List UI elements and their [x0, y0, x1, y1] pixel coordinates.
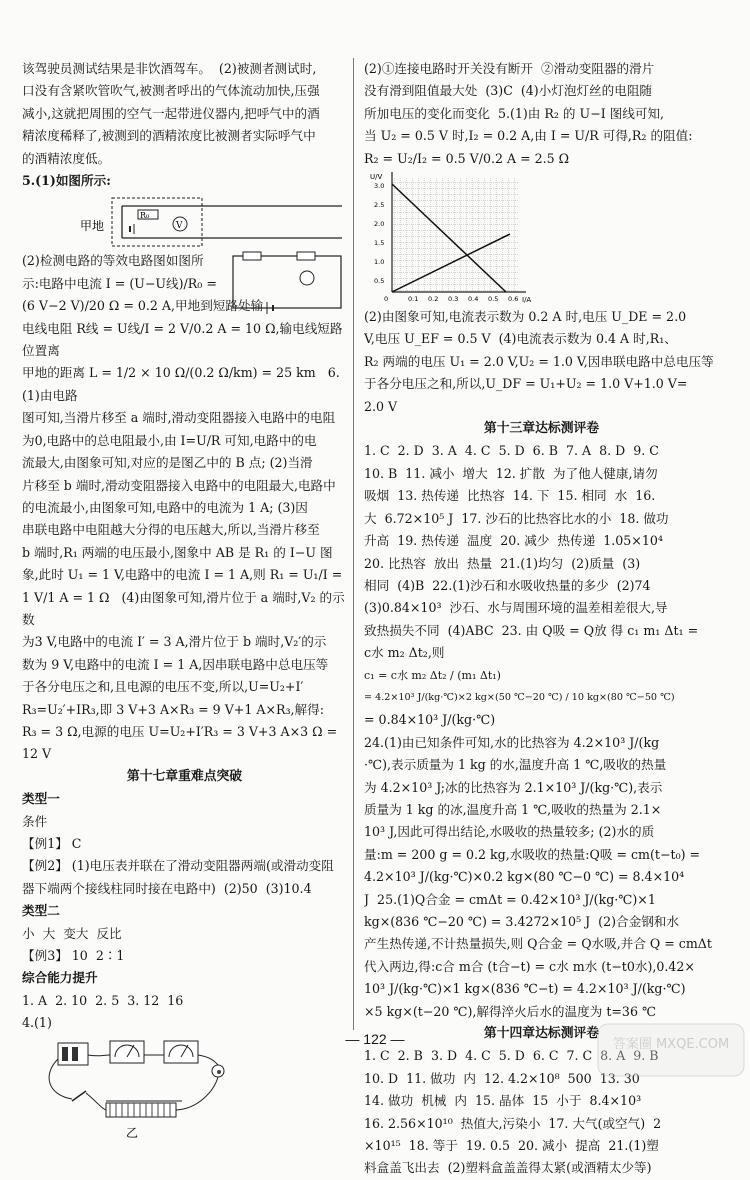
text-line: 电线电阻 R线 = U线/I = 2 V/0.2 A = 10 Ω,输电线短路位置离	[22, 320, 343, 359]
text-line: R₃=U₂′+IR₃,即 3 V+3 A×R₃ = 9 V+1 A×R₃,解得:	[22, 701, 324, 717]
text-line: 4.(1)	[22, 1015, 52, 1031]
text-line: J 25.(1)Q合金 = cmΔt = 0.42×10³ J/(kg·℃)×1	[364, 891, 656, 907]
text-line: 16. 2.56×10¹⁰ 热值大,污染小 17. 大气(或空气) 2	[364, 1115, 662, 1131]
text-line: 条件	[22, 813, 48, 829]
fig1-label: 甲地	[80, 219, 105, 234]
text-line: = 4.2×10³ J/(kg·℃)×2 kg×(50 ℃−20 ℃) / 10 kg×(80 ℃−50 ℃)	[364, 691, 675, 703]
smudge	[217, 1070, 221, 1074]
text-line: ·℃),表示质量为 1 kg 的水,温度升高 1 ℃,吸收的热量	[364, 757, 667, 773]
fig1-r0: R₀	[140, 211, 150, 221]
text-line: 于各分电压之和,所以,U_DF = U₁+U₂ = 1.0 V+1.0 V=	[364, 376, 688, 392]
text-line: = 0.84×10³ J/(kg·℃)	[364, 712, 496, 728]
y-tick: 1.0	[374, 258, 385, 267]
text-line: 10³ J,因此可得出结论,水吸收的热量较多; (2)水的质	[364, 824, 655, 840]
text-line: 类型一	[22, 791, 60, 807]
text-line: 片移至 b 端时,滑动变阻器接入电路中的电阻最大,电路中	[22, 477, 336, 493]
y-tick: 2.0	[374, 220, 385, 229]
text-line: 为0,电路中的总电阻最小,由 I=U/R 可知,电路中的电	[22, 432, 317, 448]
text-line: (2)由图象可知,电流表示数为 0.2 A 时,电压 U_DE = 2.0	[364, 309, 687, 325]
text-line: 10³ J/(kg·℃)×1 kg×(836 ℃−t) = 4.2×10³ J/(kg·℃)	[364, 981, 686, 997]
text-line: 所加电压的变化而变化 5.(1)由 R₂ 的 U−I 图线可知,	[364, 105, 665, 121]
circuit-diagram-jia	[22, 192, 347, 250]
left-column	[22, 58, 347, 1143]
text-line: 【例1】 C	[22, 836, 82, 851]
text-line: (6 V−2 V)/20 Ω = 0.2 A,甲地到短路处输	[22, 298, 264, 314]
text-line: kg×(836 ℃−20 ℃) = 3.4272×10⁵ J (2)合金钢和水	[364, 914, 679, 929]
text-line: 吸烟 13. 热传递 比热容 14. 下 15. 相同 水 16.	[364, 488, 656, 504]
text-line: 的电流最小,由图象可知,电路中的电流为 1 A; (3)因	[22, 499, 308, 515]
graph-xlabel: I/A	[522, 296, 532, 305]
text-line: 小 大 变大 反比	[22, 925, 122, 941]
text-line: 综合能力提升	[22, 970, 98, 986]
text-line: 的酒精浓度低。	[22, 150, 111, 166]
graph-ylabel: U/V	[370, 173, 383, 182]
y-tick: 1.5	[374, 239, 385, 248]
text-line: 料盒盖飞出去 (2)塑料盒盖盖得太紧(或酒精太少等)	[364, 1160, 652, 1176]
text-line: R₂ 两端的电压 U₁ = 2.0 V,U₂ = 1.0 V,因串联电路中总电压等	[364, 353, 714, 369]
x-tick: 0.3	[448, 295, 459, 304]
y-tick: 2.5	[374, 201, 385, 210]
x-tick: 0.4	[468, 295, 479, 304]
column-divider	[353, 58, 354, 1030]
text-line: 致热损失不同 (4)ABC 23. 由 Q吸 = Q放 得 c₁ m₁ Δt₁ =	[364, 622, 699, 638]
text-line: 类型二	[22, 903, 60, 919]
text-line: 20. 比热容 放出 热量 21.(1)均匀 (2)质量 (3)	[364, 555, 641, 571]
text-line: 5.(1)如图所示:	[22, 173, 111, 189]
text-line: 没有滑到阻值最大处 (3)C (4)小灯泡灯丝的电阻随	[364, 83, 653, 99]
text-line: 口没有含紧吹管吹气,被测者呼出的气体流动加快,压强	[22, 83, 320, 99]
text-line: 减小,这就把周围的空气一起带进仪器内,把呼气中的酒	[22, 105, 320, 121]
section-heading: 第十四章达标测评卷	[483, 1026, 600, 1042]
x-tick: 0.2	[428, 295, 439, 304]
text-line: 象,此时 U₁ = 1 V,电路中的电流 I = 1 A,则 R₁ = U₁/I =	[22, 567, 343, 583]
y-tick: 0	[384, 295, 389, 304]
text-line: 于各分电压之和,且电源的电压不变,所以,U=U₂+I′	[22, 679, 304, 695]
text-line: 串联电路中电阻越大分得的电压越大,所以,当滑片移至	[22, 522, 320, 538]
text-line: 1. A 2. 10 2. 5 3. 12 16	[22, 992, 184, 1008]
text-line: 1. C 2. B 3. D 4. C 5. D 6. C 7. C 8. A 9. B	[364, 1048, 659, 1064]
text-line: 代入两边,得:c合 m合 (t合−t) = c水 m水 (t−t0水),0.42×	[364, 958, 695, 974]
text-line: 14. 做功 机械 内 15. 晶体 15 小于 8.4×10³	[364, 1093, 642, 1109]
text-line: R₃ = 3 Ω,电源的电压 U=U₂+I′R₃ = 3 V+3 A×3 Ω =	[22, 723, 338, 739]
section-heading: 第十三章达标测评卷	[483, 421, 600, 437]
text-line: 24.(1)由已知条件可知,水的比热容为 4.2×10³ J/(kg	[364, 734, 660, 750]
text-line: 为 4.2×10³ J;冰的比热容为 2.1×10³ J/(kg·℃),表示	[364, 779, 663, 795]
ui-graph	[364, 170, 719, 306]
text-line: (3)0.84×10³ 沙石、水与周围环境的温差相差很大,导	[364, 600, 668, 616]
section-heading: 第十七章重难点突破	[126, 768, 243, 784]
text-line: 示:电路中电流 I = (U−U线)/R₀ =	[22, 275, 217, 291]
text-line: 10. B 11. 减小 增大 12. 扩散 为了他人健康,请勿	[364, 465, 658, 481]
text-line: 当 U₂ = 0.5 V 时,I₂ = 0.2 A,由 I = U/R 可得,R₂ 的阻值:	[364, 128, 693, 144]
text-line: c₁ = c水 m₂ Δt₂ / (m₁ Δt₁)	[364, 668, 501, 682]
text-line: 升高 19. 热传递 温度 20. 减少 热传递 1.05×10⁴	[364, 533, 663, 549]
watermark-logo	[596, 1020, 746, 1080]
text-line: 大 6.72×10⁵ J 17. 沙石的比热容比水的小 18. 做功	[364, 510, 669, 526]
text-line: 【例2】 (1)电压表并联在了滑动变阻器两端(或滑动变阻	[22, 858, 334, 874]
text-line: 2.0 V	[364, 398, 398, 414]
text-line: (2)检测电路的等效电路图如图所	[22, 253, 204, 269]
text-line: 甲地的距离 L = 1/2 × 10 Ω/(0.2 Ω/km) = 25 km 6.(1)由电路	[22, 365, 340, 403]
fig1-v: V	[176, 221, 183, 232]
text-line: 1. C 2. D 3. A 4. C 5. D 6. B 7. A 8. D 9. C	[364, 443, 659, 459]
text-line: V,电压 U_EF = 0.5 V (4)电流表示数为 0.4 A 时,R₁、	[364, 331, 677, 347]
text-line: 图可知,当滑片移至 a 端时,滑动变阻器接入电路中的电阻	[22, 410, 336, 426]
text-line: ×5 kg×(t−20 ℃),解得淬火后水的温度为 t=36 ℃	[364, 1003, 657, 1019]
text-line: R₂ = U₂/I₂ = 0.5 V/0.2 A = 2.5 Ω	[364, 150, 570, 166]
text-line: 12 V	[22, 746, 52, 762]
text-line: (2)①连接电路时开关没有断开 ②滑动变阻器的滑片	[364, 61, 655, 76]
x-tick: 0.1	[408, 295, 419, 304]
fig3-label: 乙	[126, 1125, 139, 1140]
x-tick: 0.6	[508, 295, 519, 304]
text-line: 产生热传递,不计热量损失,则 Q合金 = Q水吸,并合 Q = cmΔt	[364, 936, 712, 952]
text-line: 1 V/1 A = 1 Ω (4)由图象可知,滑片位于 a 端时,V₂ 的示数	[22, 589, 345, 627]
watermark-text: 答案圈 MXQE.COM	[612, 1037, 730, 1052]
text-line: 为3 V,电路中的电流 I′ = 3 A,滑片位于 b 端时,V₂′的示	[22, 634, 327, 650]
text-line: 流最大,由图象可知,对应的是图乙中的 B 点; (2)当滑	[22, 455, 313, 471]
text-line: ×10¹⁵ 18. 等于 19. 0.5 20. 减小 提高 21.(1)塑	[364, 1138, 659, 1154]
text-line: 该驾驶员测试结果是非饮酒驾车。 (2)被测者测试时,	[22, 61, 317, 76]
text-line: 相同 (4)B 22.(1)沙石和水吸收热量的多少 (2)74	[364, 577, 651, 593]
equivalent-circuit	[227, 250, 347, 316]
text-line: 质量为 1 kg 的冰,温度升高 1 ℃,吸收的热量为 2.1×	[364, 801, 662, 817]
circuit-diagram-yi	[22, 1035, 347, 1143]
text-line: 精浓度稀释了,被测到的酒精浓度比被测者实际呼气中	[22, 128, 316, 144]
text-line: c水 m₂ Δt₂,则	[364, 645, 445, 661]
right-column	[364, 58, 719, 1180]
text-line: 4.2×10³ J/(kg·℃)×0.2 kg×(80 ℃−0 ℃) = 8.4×10⁴	[364, 869, 685, 885]
text-line: 量:m = 200 g = 0.2 kg,水吸收的热量:Q吸 = cm(t−t₀) =	[364, 846, 701, 862]
text-line: 10. D 11. 做功 内 12. 4.2×10⁸ 500 13. 30	[364, 1070, 640, 1086]
text-line: 数为 9 V,电路中的电流 I = 1 A,因串联电路中总电压等	[22, 656, 329, 672]
text-line: 器下端两个接线柱同时接在电路中) (2)50 (3)10.4	[22, 880, 312, 896]
x-tick: 0.5	[488, 295, 499, 304]
text-line: 【例3】 10 2∶1	[22, 948, 125, 964]
y-tick: 3.0	[374, 182, 385, 191]
text-line: b 端时,R₁ 两端的电压最小,图象中 AB 是 R₁ 的 I−U 图	[22, 544, 333, 560]
y-tick: 0.5	[374, 277, 385, 286]
page-number: — 122 —	[345, 1031, 405, 1047]
